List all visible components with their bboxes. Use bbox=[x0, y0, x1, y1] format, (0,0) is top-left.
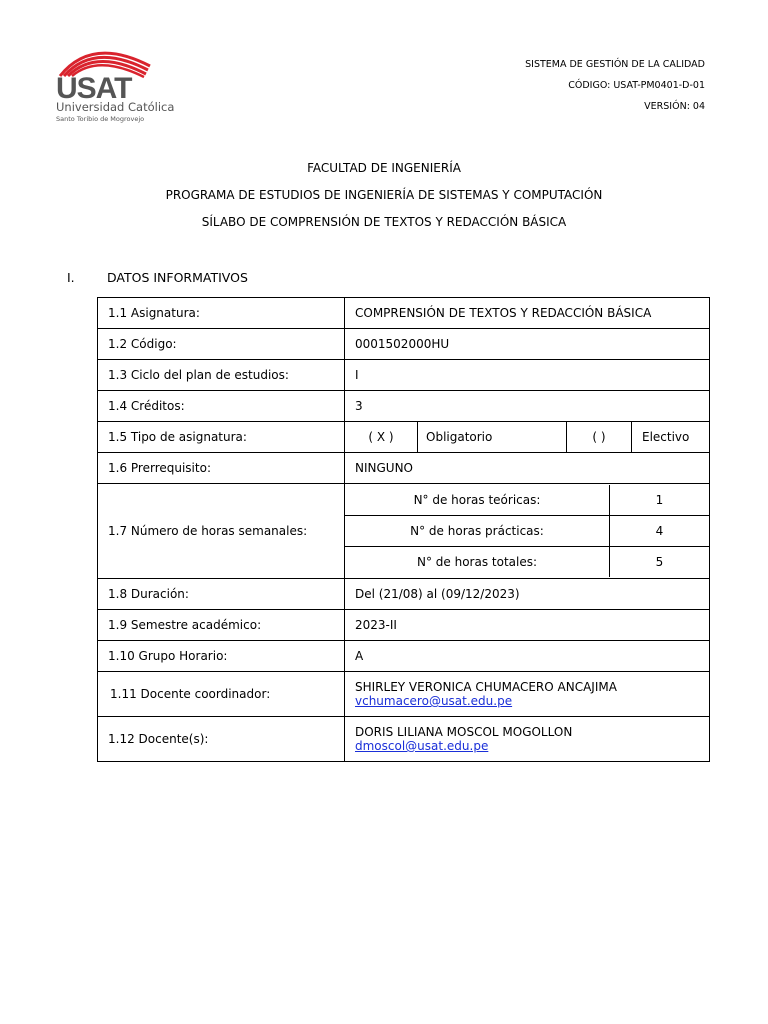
coordinador-email-link[interactable]: vchumacero@usat.edu.pe bbox=[355, 694, 513, 708]
logo-brand: USAT bbox=[56, 72, 132, 105]
table-row bbox=[98, 672, 710, 717]
table-row bbox=[98, 579, 710, 610]
horas-teoricas-value: 1 bbox=[610, 485, 710, 516]
docente-name: DORIS LILIANA MOSCOL MOGOLLON bbox=[355, 725, 573, 739]
electivo-mark: ( ) bbox=[567, 422, 632, 452]
electivo-label: Electivo bbox=[632, 422, 710, 452]
ciclo-label: 1.3 Ciclo del plan de estudios: bbox=[98, 360, 345, 391]
header-code: CÓDIGO: USAT-PM0401-D-01 bbox=[568, 80, 705, 91]
table-row bbox=[98, 298, 710, 329]
prerrequisito-label: 1.6 Prerrequisito: bbox=[98, 453, 345, 484]
usat-logo bbox=[52, 40, 175, 124]
docente-email-link[interactable]: dmoscol@usat.edu.pe bbox=[355, 739, 489, 753]
grupo-label: 1.10 Grupo Horario: bbox=[98, 641, 345, 672]
duracion-value: Del (21/08) al (09/12/2023) bbox=[345, 579, 710, 610]
section-heading bbox=[67, 270, 248, 285]
tipo-options bbox=[345, 422, 710, 453]
horas-totales-label: N° de horas totales: bbox=[345, 547, 610, 578]
section-number: I. bbox=[67, 270, 75, 285]
table-row bbox=[98, 641, 710, 672]
logo-university: Universidad Católica bbox=[56, 100, 175, 114]
header-version: VERSIÓN: 04 bbox=[644, 101, 705, 112]
document-titles bbox=[0, 155, 768, 236]
obligatorio-label: Obligatorio bbox=[418, 422, 567, 452]
creditos-value: 3 bbox=[345, 391, 710, 422]
table-row bbox=[98, 391, 710, 422]
asignatura-label: 1.1 Asignatura: bbox=[98, 298, 345, 329]
tipo-label: 1.5 Tipo de asignatura: bbox=[98, 422, 345, 453]
horas-breakdown bbox=[345, 484, 710, 579]
prerrequisito-value: NINGUNO bbox=[345, 453, 710, 484]
section-title: DATOS INFORMATIVOS bbox=[107, 270, 248, 285]
duracion-label: 1.8 Duración: bbox=[98, 579, 345, 610]
syllabus-title: SÍLABO DE COMPRENSIÓN DE TEXTOS Y REDACCIÓN BÁSICA bbox=[201, 215, 567, 229]
horas-practicas-label: N° de horas prácticas: bbox=[345, 516, 610, 547]
table-row bbox=[98, 610, 710, 641]
program-title: PROGRAMA DE ESTUDIOS DE INGENIERÍA DE SISTEMAS Y COMPUTACIÓN bbox=[165, 188, 603, 202]
table-row bbox=[98, 422, 710, 453]
table-row bbox=[98, 453, 710, 484]
semestre-value: 2023-II bbox=[345, 610, 710, 641]
horas-teoricas-label: N° de horas teóricas: bbox=[345, 485, 610, 516]
obligatorio-mark: ( X ) bbox=[345, 422, 418, 452]
table-row bbox=[98, 360, 710, 391]
ciclo-value: I bbox=[345, 360, 710, 391]
creditos-label: 1.4 Créditos: bbox=[98, 391, 345, 422]
codigo-label: 1.2 Código: bbox=[98, 329, 345, 360]
coordinador-label: 1.11 Docente coordinador: bbox=[98, 672, 345, 717]
coordinador-cell bbox=[345, 672, 710, 717]
coordinador-name: SHIRLEY VERONICA CHUMACERO ANCAJIMA bbox=[355, 680, 617, 694]
grupo-value: A bbox=[345, 641, 710, 672]
table-row bbox=[98, 717, 710, 762]
table-row bbox=[98, 484, 710, 579]
info-table bbox=[97, 297, 710, 762]
asignatura-value: COMPRENSIÓN DE TEXTOS Y REDACCIÓN BÁSICA bbox=[345, 298, 710, 329]
faculty-title: FACULTAD DE INGENIERÍA bbox=[307, 161, 461, 175]
logo-subtitle: Santo Toribio de Mogrovejo bbox=[56, 115, 145, 123]
header-system: SISTEMA DE GESTIÓN DE LA CALIDAD bbox=[525, 59, 705, 70]
horas-label: 1.7 Número de horas semanales: bbox=[98, 484, 345, 579]
codigo-value: 0001502000HU bbox=[345, 329, 710, 360]
docente-label: 1.12 Docente(s): bbox=[98, 717, 345, 762]
docente-cell bbox=[345, 717, 710, 762]
table-row bbox=[98, 329, 710, 360]
semestre-label: 1.9 Semestre académico: bbox=[98, 610, 345, 641]
horas-practicas-value: 4 bbox=[610, 516, 710, 547]
document-header bbox=[525, 54, 705, 117]
horas-totales-value: 5 bbox=[610, 547, 710, 578]
